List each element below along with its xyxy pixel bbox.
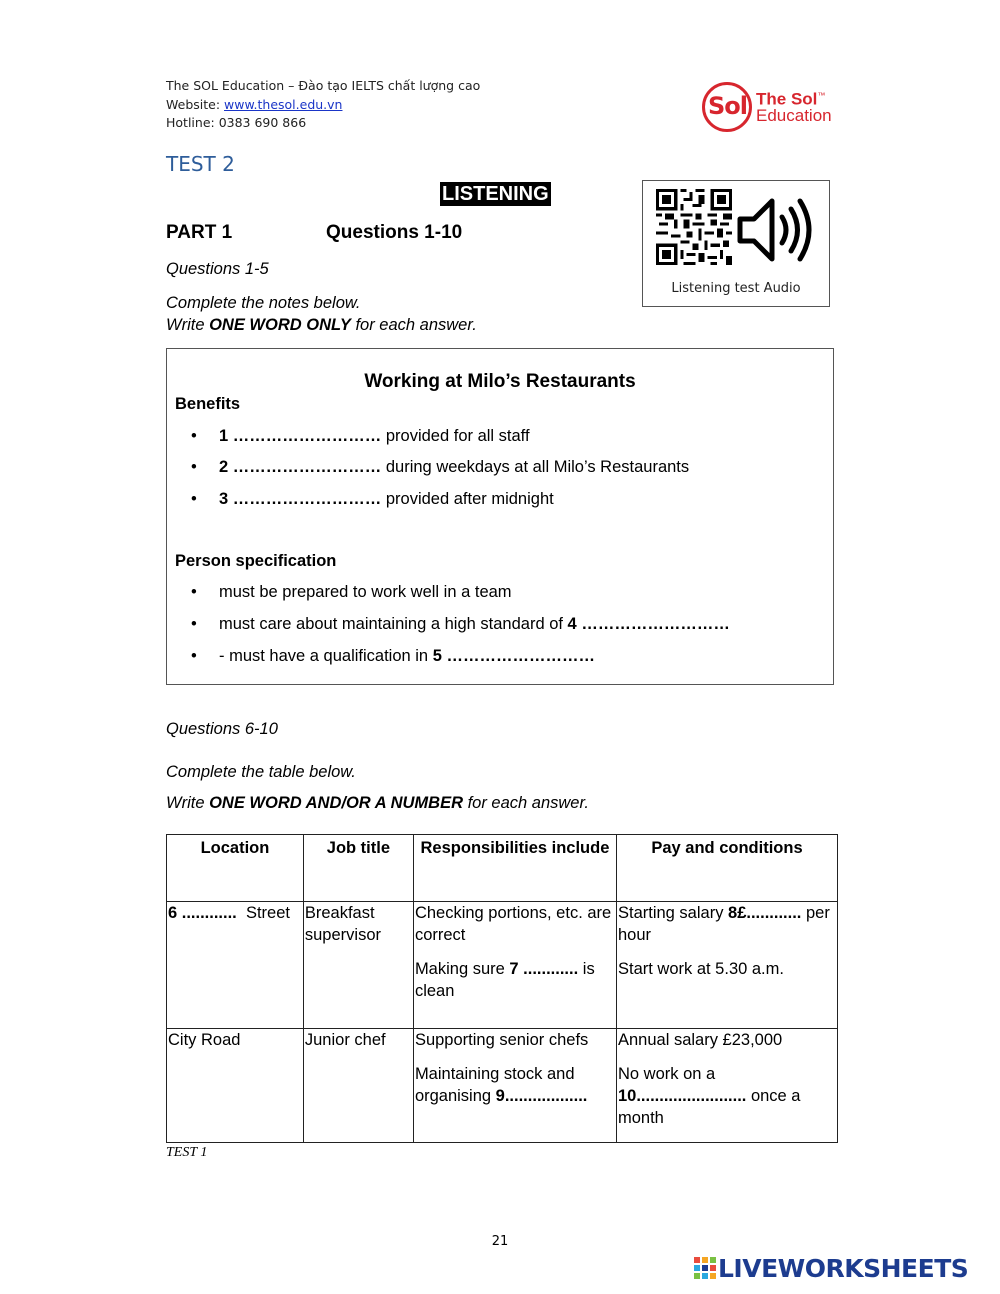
location-cell: City Road: [167, 1029, 304, 1143]
qr-code-icon[interactable]: [656, 189, 732, 265]
header-line1: The SOL Education – Đào tạo IELTS chất lượng cao: [166, 78, 481, 93]
person-spec-heading: Person specification: [175, 552, 337, 570]
column-header: Job title: [303, 835, 413, 902]
answer-blank-3[interactable]: ………………………: [232, 490, 382, 508]
cell-text: [618, 902, 836, 946]
bullet-icon: •: [191, 490, 197, 508]
answer-blank-10[interactable]: 10........................: [617, 1087, 747, 1105]
answer-blank-4[interactable]: ………………………: [576, 615, 730, 633]
question-number: 3: [219, 490, 229, 508]
responsibilities-cell: [413, 1029, 616, 1143]
pay-cell: [616, 902, 837, 1029]
header-hotline: Hotline: 0383 690 866: [166, 115, 307, 130]
item-text: during weekdays at all Milo’s Restaurants: [381, 458, 690, 476]
item-text: must care about maintaining a high standard of: [219, 615, 568, 633]
cell-text: Starting salary: [617, 904, 729, 922]
question-number: 2: [219, 458, 229, 476]
answer-blank-7[interactable]: 7 ............: [509, 960, 579, 978]
item-text: must be prepared to work well in a team: [219, 583, 512, 601]
instr-text: Write: [166, 794, 210, 812]
q6-10-heading: Questions 6-10: [166, 720, 278, 738]
test-title: TEST 2: [166, 152, 235, 176]
cell-text: [415, 958, 615, 1002]
item-text: - must have a qualification in: [219, 647, 433, 665]
cell-text: [618, 1063, 836, 1129]
column-header: Location: [167, 835, 304, 902]
bullet-icon: •: [191, 458, 197, 476]
job-cell: Breakfast supervisor: [303, 902, 413, 1029]
instr-text: Write: [166, 316, 210, 334]
audio-caption: Listening test Audio: [671, 281, 801, 296]
responsibilities-cell: [413, 902, 616, 1029]
instr-bold: ONE WORD AND/OR A NUMBER: [209, 794, 463, 812]
list-item: [191, 427, 530, 446]
job-cell: Junior chef: [303, 1029, 413, 1143]
list-item: [191, 647, 595, 666]
cell-text: Supporting senior chefs: [414, 1031, 589, 1049]
item-text: provided after midnight: [381, 490, 554, 508]
cell-text: Street: [236, 904, 290, 922]
q6-10-instruction-1: Complete the table below.: [166, 763, 356, 781]
cell-text: once a month: [617, 1087, 801, 1127]
answer-blank-2[interactable]: ………………………: [232, 458, 382, 476]
cell-text: Annual salary £23,000: [617, 1031, 783, 1049]
liveworksheets-text: LIVEWORKSHEETS: [718, 1254, 969, 1283]
bullet-icon: •: [191, 615, 197, 633]
column-header: Responsibilities include: [413, 835, 616, 902]
q1-5-instruction-2: [166, 316, 477, 335]
speaker-icon[interactable]: [736, 195, 816, 265]
website-label: Website:: [166, 96, 225, 112]
question-number: 5: [432, 647, 442, 665]
cell-text: [415, 1063, 615, 1107]
table-row: [167, 902, 838, 1029]
logo-text: [756, 88, 832, 124]
liveworksheets-grid-icon: [694, 1257, 716, 1279]
q1-5-heading: Questions 1-5: [166, 260, 269, 278]
notes-box: [166, 348, 834, 685]
audio-box[interactable]: [642, 180, 830, 307]
item-text: provided for all staff: [381, 427, 530, 445]
list-item: [191, 583, 512, 602]
cell-text: Start work at 5.30 a.m.: [617, 960, 784, 978]
column-header: Pay and conditions: [616, 835, 837, 902]
table-header-row: [167, 835, 838, 902]
q6-10-instruction-2: [166, 794, 589, 813]
answer-blank-5[interactable]: ………………………: [441, 647, 595, 665]
list-item: [191, 490, 554, 509]
question-number: 1: [219, 427, 229, 445]
logo-mark: Sol: [708, 92, 747, 120]
page-number: 21: [491, 1234, 509, 1249]
answer-blank-9[interactable]: 9..................: [495, 1087, 588, 1105]
cell-text: Maintaining stock and organising: [414, 1065, 575, 1105]
footer-test-label: TEST 1: [166, 1145, 208, 1160]
sol-logo: [702, 82, 842, 132]
question-number: 4: [567, 615, 577, 633]
list-item: [191, 458, 689, 477]
answer-blank-6[interactable]: 6 ............: [168, 904, 237, 922]
logo-line1: The Sol: [756, 89, 818, 109]
answer-blank-8[interactable]: 8£............: [728, 904, 802, 922]
jobs-table: [166, 834, 838, 1143]
website-link[interactable]: www.thesol.edu.vn: [224, 96, 343, 112]
instr-text: for each answer.: [350, 316, 477, 334]
listening-label: LISTENING: [442, 183, 549, 205]
benefits-heading: Benefits: [175, 395, 241, 413]
cell-text: No work on a: [617, 1065, 716, 1083]
pay-cell: [616, 1029, 837, 1143]
instr-text: for each answer.: [463, 794, 589, 812]
logo-tm: ™: [817, 91, 826, 100]
part-questions: Questions 1-10: [326, 222, 463, 243]
bullet-icon: •: [191, 427, 197, 445]
table-row: [167, 1029, 838, 1143]
page-header: [166, 77, 480, 133]
cell-text: is clean: [414, 960, 595, 1000]
cell-text: per hour: [617, 904, 830, 944]
instr-bold: ONE WORD ONLY: [209, 316, 351, 334]
part-label: PART 1: [166, 222, 233, 243]
liveworksheets-logo: [694, 1254, 990, 1284]
logo-line2: Education: [756, 105, 832, 125]
list-item: [191, 615, 730, 634]
location-cell: [167, 902, 304, 1029]
cell-text: Checking portions, etc. are correct: [414, 904, 612, 944]
cell-text: Making sure: [414, 960, 510, 978]
q1-5-instruction-1: Complete the notes below.: [166, 294, 361, 312]
header-website: [166, 96, 480, 115]
notes-title: Working at Milo’s Restaurants: [364, 371, 636, 392]
bullet-icon: •: [191, 647, 197, 665]
answer-blank-1[interactable]: ………………………: [232, 427, 382, 445]
bullet-icon: •: [191, 583, 197, 601]
